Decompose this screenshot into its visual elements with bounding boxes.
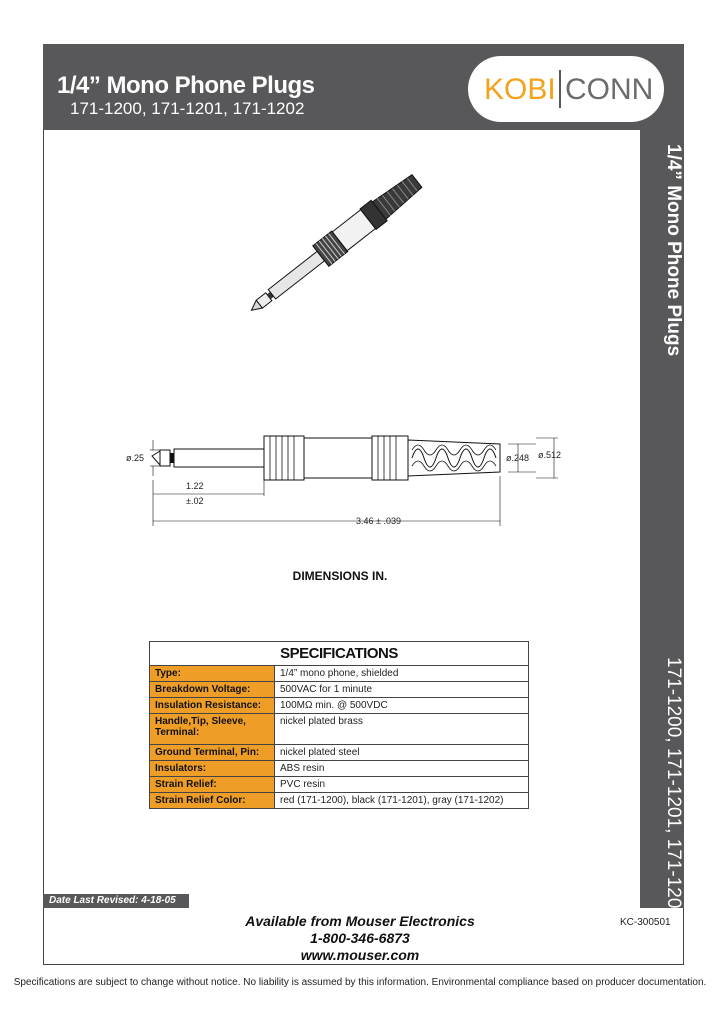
logo-conn: CONN: [565, 73, 654, 106]
date-last-revised: Date Last Revised: 4-18-05: [43, 894, 189, 908]
side-part-numbers: 171-1200, 171-1201, 171-1202: [663, 657, 684, 920]
specifications-heading: SPECIFICATIONS: [150, 642, 529, 666]
part-numbers: 171-1200, 171-1201, 171-1202: [70, 99, 305, 118]
side-title: 1/4” Mono Phone Plugs: [663, 144, 684, 357]
table-row: Insulation Resistance: 100MΩ min. @ 500VDC: [150, 698, 529, 714]
document-code: KC-300501: [620, 917, 671, 928]
dimensions-caption: DIMENSIONS IN.: [292, 569, 388, 583]
table-row: Strain Relief: PVC resin: [150, 777, 529, 793]
legal-disclaimer: Specifications are subject to change without notice. No liability is assumed by this information. Environmental compliance based on producer documentation.: [13, 977, 707, 988]
table-row: Insulators: ABS resin: [150, 761, 529, 777]
page-title: 1/4” Mono Phone Plugs: [57, 72, 315, 99]
logo-divider: [559, 70, 561, 108]
logo-kobi: KOBI: [484, 73, 556, 106]
specifications-table: [149, 641, 529, 809]
table-row: Ground Terminal, Pin: nickel plated steel: [150, 745, 529, 761]
tip-diameter-label: ø.25: [126, 453, 145, 463]
table-row: Strain Relief Color: red (171-1200), black (171-1201), gray (171-1202): [150, 793, 529, 809]
dimension-drawing: [120, 430, 580, 530]
table-row: Type: 1/4” mono phone, shielded: [150, 666, 529, 682]
footer-phone[interactable]: 1-800-346-6873: [310, 930, 410, 946]
table-row: Breakdown Voltage: 500VAC for 1 minute: [150, 682, 529, 698]
kobiconn-logo: [468, 56, 664, 122]
footer-contact: [0, 913, 720, 964]
inner-diameter-label: ø.248: [506, 453, 530, 463]
outer-diameter-label: ø.512: [538, 450, 562, 460]
length-122-tolerance: ±.02: [186, 496, 204, 506]
length-122-label: 1.22: [186, 481, 204, 491]
overall-length-label: 3.46 ± .039: [356, 516, 401, 526]
phone-plug-illustration: [225, 160, 445, 330]
footer-available: Available from Mouser Electronics: [245, 913, 475, 929]
table-row: Handle,Tip, Sleeve, Terminal: nickel plated brass: [150, 714, 529, 745]
footer-website-link[interactable]: www.mouser.com: [300, 947, 420, 963]
